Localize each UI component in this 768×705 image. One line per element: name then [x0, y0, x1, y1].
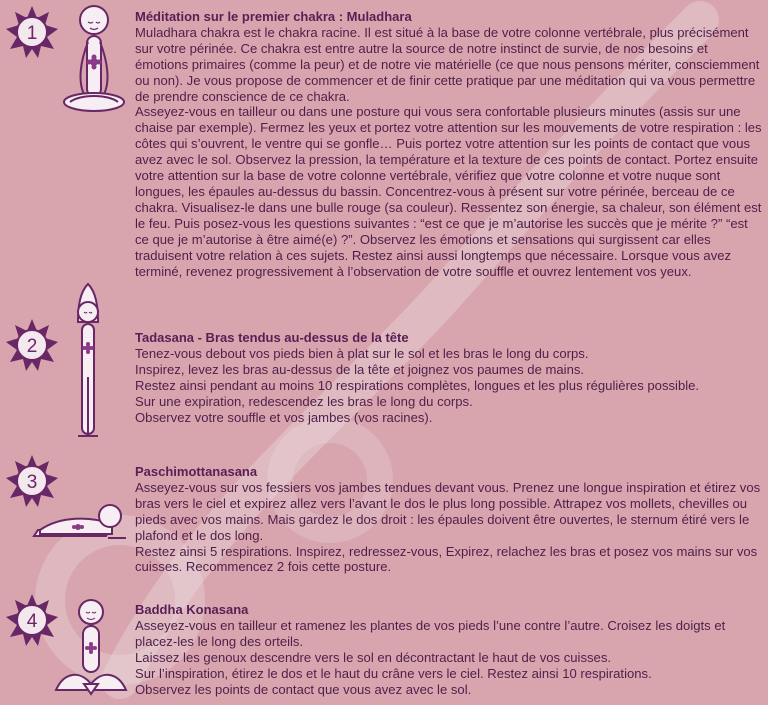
paragraph: Sur l’inspiration, étirez le dos et le haut du crâne vers le ciel. Restez ainsi 10 respirations. — [135, 665, 652, 681]
paragraph: Restez ainsi pendant au moins 10 respirations complètes, longues et les plus régulières possible. — [135, 377, 700, 393]
butterfly-pose-figure — [50, 598, 132, 702]
paragraph: Restez ainsi 5 respirations. Inspirez, redressez-vous, Expirez, relachez les bras et posez vos mains sur vos cuisses. Recommencez 2 fois cette posture. — [135, 543, 758, 575]
lotus-badge-icon — [4, 317, 60, 373]
section-number: 2 — [26, 336, 38, 357]
forward-bend-figure — [30, 500, 130, 544]
seated-meditation-figure — [58, 2, 130, 118]
section-title: Paschimottanasana — [135, 464, 258, 479]
paragraph: Observez les points de contact que vous avez avec le sol. — [135, 681, 472, 697]
paragraph: Sur une expiration, redescendez les bras le long du corps. — [135, 393, 473, 409]
standing-arms-up-figure — [66, 282, 110, 442]
section-number: 1 — [26, 23, 38, 44]
section-title: Baddha Konasana — [135, 602, 249, 617]
section-number: 4 — [26, 611, 38, 632]
section-number: 3 — [26, 472, 38, 493]
paragraph: Asseyez-vous en tailleur ou dans une posture qui vous sera confortable plusieurs minutes (assis sur une chaise par exemple). Fermez les yeux et portez votre attention sur les mouvements de votre respiration : les côtes qui s’ouvrent, le ventre qui se gonfle… Puis portez votre attention sur les points de contact que vous avez avec le sol. Observez la pression, la température et la texture de ces points de contact. Portez ensuite votre attention sur la base de votre colonne vertébrale, vérifiez que votre colonne et votre nuque sont longues, les épaules au-dessus du bassin. Concentrez-vous à présent sur votre périnée, berceau de ce chakra. Visualisez-le dans une bulle rouge (sa couleur). Ressentez son énergie, sa chaleur, son élément est le feu. Puis posez-vous les questions suivantes : “est ce que je m’autorise les succès que je mérite ?” “est ce que je m’autorise à être aimé(e) ?”. Observez les émotions et sensations qui surgissent car elles traduisent votre relation à ces sujets. Restez ainsi aussi longtemps que nécessaire. Lorsque vous avez terminé, revenez progressivement à l’observation de votre souffle et ouvrez lentement vos yeux. — [135, 104, 762, 279]
section-title: Méditation sur le premier chakra : Muladhara — [135, 9, 412, 24]
paragraph: Inspirez, levez les bras au-dessus de la tête et joignez vos paumes de mains. — [135, 361, 585, 377]
paragraph: Observez votre souffle et vos jambes (vos racines). — [135, 409, 433, 425]
paragraph: Asseyez-vous en tailleur et ramenez les plantes de vos pieds l’une contre l’autre. Croisez les doigts et placez-les le long des orteils. — [135, 617, 726, 649]
paragraph: Asseyez-vous sur vos fessiers vos jambes tendues devant vous. Prenez une longue inspiration et étirez vos bras vers le ciel et expirez allez vers l’avant le dos le plus long possible. Attrapez vos mollets, chevilles ou pieds avec vos mains. Mais gardez le dos droit : les épaules doivent être ouvertes, le sternum étiré vers le plafond et le dos long. — [135, 479, 761, 543]
paragraph: Laissez les genoux descendre vers le sol en décontractant le haut de vos cuisses. — [135, 649, 612, 665]
section-title: Tadasana - Bras tendus au-dessus de la tête — [135, 330, 409, 345]
lotus-badge-icon — [4, 4, 60, 60]
paragraph: Tenez-vous debout vos pieds bien à plat sur le sol et les bras le long du corps. — [135, 345, 589, 361]
paragraph: Muladhara chakra est le chakra racine. Il est situé à la base de votre colonne vertébrale, plus précisément sur votre périnée. Ce chakra est entre autre la source de notre instinct de survie, de nos besoins et émotions primaires (comme la peur) et de notre vie matérielle (ce que nous pensons mériter, consciemment ou non). Je vous propose de commencer et de finir cette pratique par une méditation qui va vous permettre de prendre conscience de ce chakra. — [135, 24, 760, 104]
